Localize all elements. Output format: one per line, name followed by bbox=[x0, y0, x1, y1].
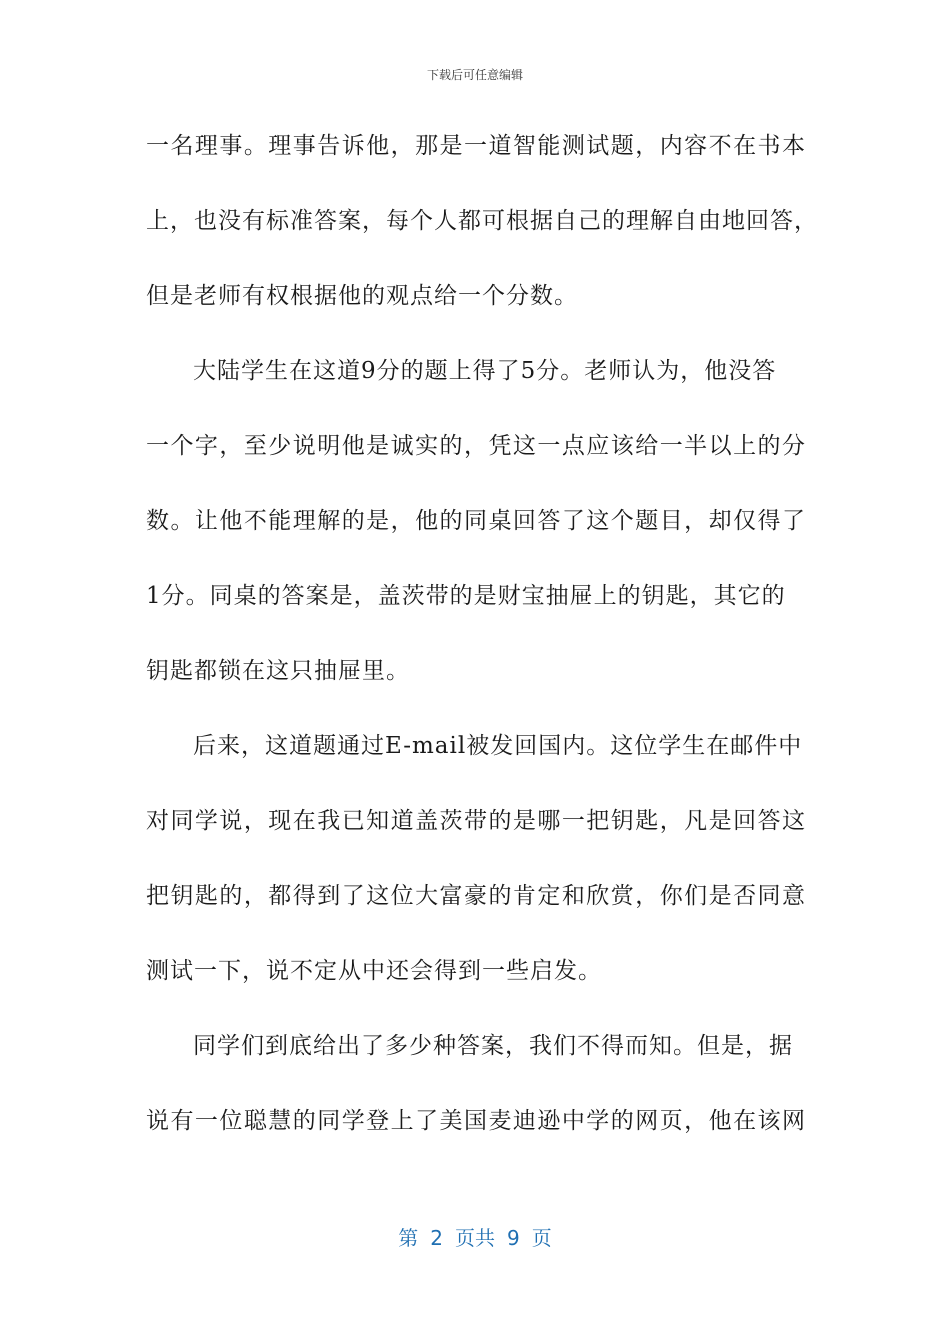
total-page-number: 9 bbox=[507, 1226, 520, 1250]
text-line: 数。让他不能理解的是，他的同桌回答了这个题目，却仅得了 bbox=[146, 508, 806, 534]
page-footer bbox=[0, 1222, 950, 1251]
current-page-number: 2 bbox=[430, 1226, 443, 1250]
text-line: 测试一下，说不定从中还会得到一些启发。 bbox=[146, 958, 602, 984]
footer-suffix: 页 bbox=[531, 1226, 552, 1250]
text-line: 大陆学生在这道9分的题上得了5分。老师认为，他没答 bbox=[193, 358, 777, 384]
text-line: 1分。同桌的答案是，盖茨带的是财宝抽屉上的钥匙，其它的 bbox=[146, 583, 786, 609]
text-line: 一名理事。理事告诉他，那是一道智能测试题，内容不在书本 bbox=[146, 133, 806, 159]
text-line: 一个字，至少说明他是诚实的，凭这一点应该给一半以上的分 bbox=[146, 433, 806, 459]
text-line: 同学们到底给出了多少种答案，我们不得而知。但是，据 bbox=[193, 1033, 793, 1059]
footer-middle: 页共 bbox=[455, 1226, 495, 1250]
page-header: 下载后可任意编辑 bbox=[426, 68, 523, 82]
text-line: 钥匙都锁在这只抽屉里。 bbox=[146, 658, 410, 684]
document-body bbox=[146, 112, 818, 1162]
text-line: 后来，这道题通过E-mail被发回国内。这位学生在邮件中 bbox=[193, 733, 803, 759]
text-line: 对同学说，现在我已知道盖茨带的是哪一把钥匙，凡是回答这 bbox=[146, 808, 806, 834]
text-line: 说有一位聪慧的同学登上了美国麦迪逊中学的网页，他在该网 bbox=[146, 1108, 806, 1134]
text-line: 但是老师有权根据他的观点给一个分数。 bbox=[146, 283, 578, 309]
text-line: 把钥匙的，都得到了这位大富豪的肯定和欣赏，你们是否同意 bbox=[146, 883, 806, 909]
text-line: 上，也没有标准答案，每个人都可根据自己的理解自由地回答， bbox=[146, 208, 818, 234]
footer-prefix: 第 bbox=[398, 1226, 419, 1250]
